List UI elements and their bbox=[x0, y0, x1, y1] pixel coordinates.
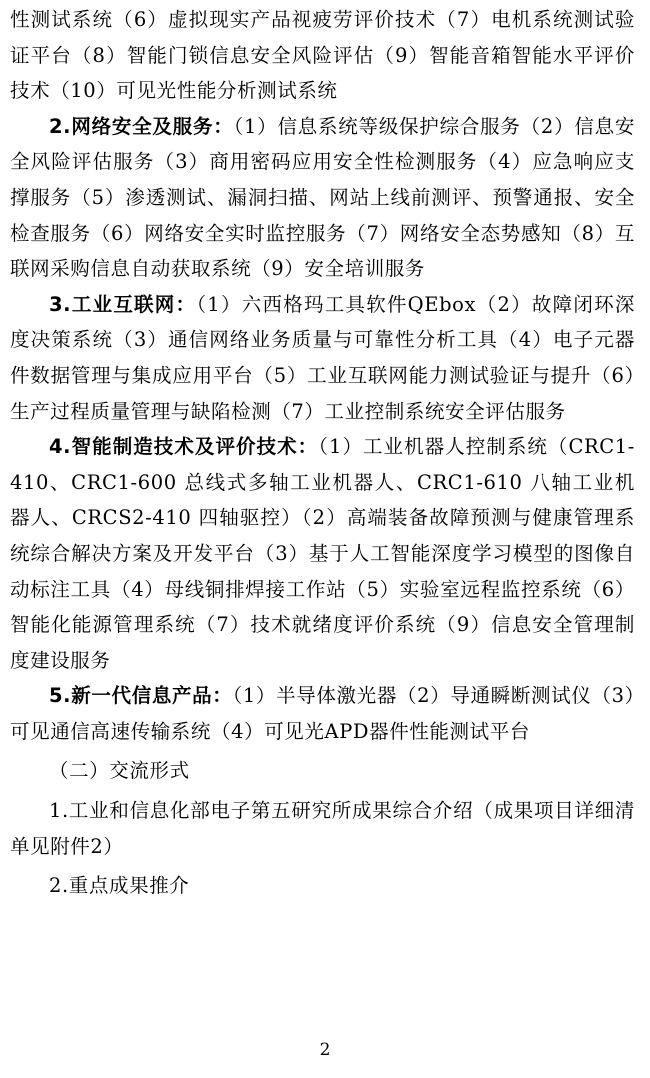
paragraph-text: （二）交流形式 bbox=[49, 759, 190, 783]
subsection-heading-exchange-format bbox=[10, 753, 635, 789]
paragraph-continuation bbox=[10, 2, 635, 109]
paragraph-text: （1）六西格玛工具软件QEbox（2）故障闭环深度决策系统（3）通信网络业务质量与可靠性分析工具（4）电子元器件数据管理与集成应用平台（5）工业互联网能力测试验证与提升（6）生产过程质量管理与缺陷检测（7）工业控制系统安全评估服务 bbox=[10, 292, 636, 423]
list-item-1 bbox=[10, 793, 635, 864]
paragraph-text: （1）半导体激光器（2）导通瞬断测试仪（3）可见通信高速传输系统（4）可见光APD器件性能测试平台 bbox=[10, 684, 636, 743]
list-item-2 bbox=[10, 868, 635, 904]
paragraph-new-generation-products bbox=[10, 678, 635, 749]
section-heading-industrial-internet: 3.工业互联网： bbox=[49, 292, 197, 316]
paragraph-industrial-internet bbox=[10, 287, 635, 429]
page-number: 2 bbox=[319, 1040, 331, 1060]
section-heading-network-security: 2.网络安全及服务： bbox=[49, 114, 234, 138]
paragraph-text: （1）工业机器人控制系统（CRC1-410、CRC1-600 总线式多轴工业机器人、CRC1-610 八轴工业机器人、CRCS2-410 四轴驱控）（2）高端装备故障预测与健康管理系统综合解决方案及开发平台（3）基于人工智能深度学习模型的图像自动标注工具（4）母线铜排焊接工作站（5）实验室远程监控系统（6）智能化能源管理系统（7）技术就绪度评价系统（9）信息安全管理制度建设服务 bbox=[10, 435, 635, 672]
paragraph-text: （1）信息系统等级保护综合服务（2）信息安全风险评估服务（3）商用密码应用安全性检测服务（4）应急响应支撑服务（5）渗透测试、漏洞扫描、网站上线前测评、预警通报、安全检查服务（6）网络安全实时监控服务（7）网络安全态势感知（8）互联网采购信息自动获取系统（9）安全培训服务 bbox=[10, 114, 635, 281]
document-body bbox=[10, 2, 635, 904]
paragraph-intelligent-manufacturing bbox=[10, 429, 635, 678]
paragraph-network-security bbox=[10, 109, 635, 287]
section-heading-new-generation-products: 5.新一代信息产品： bbox=[49, 684, 233, 708]
paragraph-text: 1.工业和信息化部电子第五研究所成果综合介绍（成果项目详细清单见附件2） bbox=[10, 799, 635, 858]
section-heading-intelligent-manufacturing: 4.智能制造技术及评价技术： bbox=[49, 435, 319, 459]
paragraph-text: 2.重点成果推介 bbox=[49, 874, 190, 898]
paragraph-text: 性测试系统（6）虚拟现实产品视疲劳评价技术（7）电机系统测试验证平台（8）智能门锁信息安全风险评估（9）智能音箱智能水平评价技术（10）可见光性能分析测试系统 bbox=[10, 8, 635, 103]
